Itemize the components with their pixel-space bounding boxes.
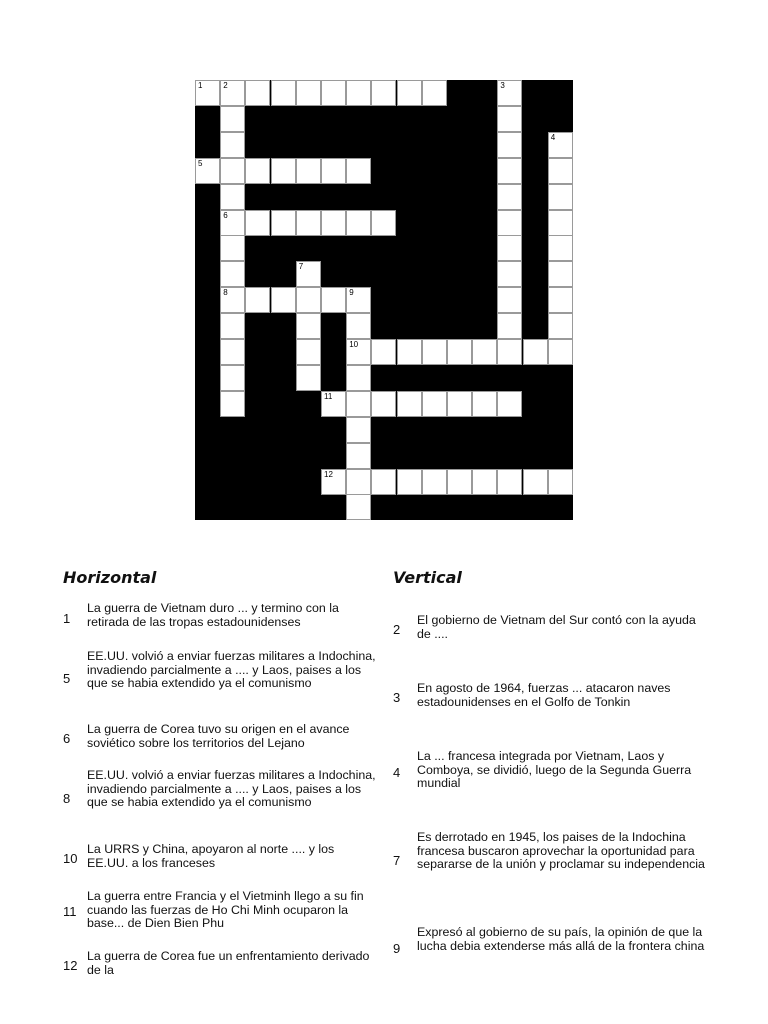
clue-text: El gobierno de Vietnam del Sur contó con la ayuda de .... (417, 613, 696, 641)
crossword-cell[interactable] (447, 391, 472, 417)
crossword-cell[interactable] (422, 391, 447, 417)
crossword-cell[interactable] (371, 210, 396, 236)
crossword-cell[interactable] (296, 365, 321, 391)
crossword-cell[interactable] (321, 469, 346, 495)
horizontal-title: Horizontal (63, 568, 157, 587)
crossword-cell[interactable] (321, 210, 346, 236)
crossword-cell[interactable] (346, 365, 371, 391)
crossword-cell[interactable] (321, 391, 346, 417)
crossword-cell[interactable] (548, 313, 573, 339)
crossword-cell[interactable] (321, 287, 346, 313)
crossword-cell[interactable] (548, 184, 573, 210)
crossword-cell[interactable] (220, 365, 245, 391)
clue-number: 7 (393, 853, 401, 868)
crossword-cell[interactable] (447, 339, 472, 365)
crossword-cell[interactable] (220, 106, 245, 132)
crossword-cell[interactable] (371, 339, 396, 365)
crossword-cell[interactable] (271, 287, 296, 313)
clue-number: 6 (63, 731, 71, 746)
clue-number: 12 (63, 958, 78, 973)
clue-text: En agosto de 1964, fuerzas ... atacaron naves estadounidenses en el Golfo de Tonkin (417, 681, 671, 709)
crossword-cell[interactable] (371, 391, 396, 417)
crossword-cell[interactable] (497, 80, 522, 106)
cell-number: 10 (349, 340, 359, 349)
crossword-cell[interactable] (548, 158, 573, 184)
crossword-cell[interactable] (346, 469, 371, 495)
clue-text: La ... francesa integrada por Vietnam, Laos y Comboya, se dividió, luego de la Segunda Guerra mundial (417, 749, 692, 790)
crossword-cell[interactable] (346, 313, 371, 339)
crossword-cell[interactable] (497, 261, 522, 287)
crossword-cell[interactable] (245, 287, 270, 313)
crossword-cell[interactable] (245, 210, 270, 236)
crossword-cell[interactable] (346, 391, 371, 417)
crossword-cell[interactable] (497, 106, 522, 132)
crossword-cell[interactable] (195, 158, 220, 184)
crossword-cell[interactable] (220, 210, 245, 236)
clue-text: La guerra entre Francia y el Vietminh llego a su fin cuando las fuerzas de Ho Chi Minh ocuparon la base... de Dien Bien Phu (87, 889, 364, 930)
crossword-cell[interactable] (220, 339, 245, 365)
crossword-cell[interactable] (296, 80, 321, 106)
crossword-cell[interactable] (548, 210, 573, 236)
cell-number: 4 (550, 132, 556, 142)
crossword-cell[interactable] (346, 494, 371, 520)
crossword-cell[interactable] (497, 339, 522, 365)
crossword-cell[interactable] (220, 391, 245, 417)
crossword-cell[interactable] (548, 132, 573, 158)
crossword-cell[interactable] (548, 339, 573, 365)
crossword-cell[interactable] (472, 339, 497, 365)
crossword-cell[interactable] (497, 469, 522, 495)
crossword-cell[interactable] (271, 158, 296, 184)
crossword-cell[interactable] (523, 469, 548, 495)
crossword-cell[interactable] (472, 469, 497, 495)
crossword-cell[interactable] (220, 235, 245, 261)
clue-number: 8 (63, 791, 71, 806)
crossword-cell[interactable] (346, 158, 371, 184)
crossword-cell[interactable] (447, 469, 472, 495)
crossword-cell[interactable] (296, 261, 321, 287)
clue-text: Expresó al gobierno de su país, la opinión de que la lucha debia extenderse más allá de la frontera china (417, 925, 705, 953)
crossword-cell[interactable] (497, 210, 522, 236)
clue-number: 9 (393, 941, 401, 956)
crossword-cell[interactable] (497, 313, 522, 339)
clue-number: 2 (393, 622, 401, 637)
crossword-cell[interactable] (497, 184, 522, 210)
cell-number: 1 (198, 81, 203, 90)
crossword-cell[interactable] (548, 287, 573, 313)
crossword-cell[interactable] (397, 339, 422, 365)
clue-text: Es derrotado en 1945, los paises de la Indochina francesa buscaron aprovechar la oportunidad para separarse de la unión y proclamar su independencia (417, 830, 705, 871)
clue-number: 4 (393, 765, 401, 780)
crossword-grid (195, 80, 573, 520)
crossword-cell[interactable] (220, 158, 245, 184)
crossword-cell[interactable] (296, 313, 321, 339)
crossword-cell[interactable] (220, 261, 245, 287)
clue-number: 1 (63, 611, 71, 626)
crossword-cell[interactable] (321, 80, 346, 106)
crossword-cell[interactable] (296, 210, 321, 236)
clue-text: EE.UU. volvió a enviar fuerzas militares a Indochina, invadiendo parcialmente a .... y Laos, paises a los que se habia extendido ya el comunismo (87, 768, 376, 809)
cell-number: 6 (223, 210, 228, 220)
crossword-cell[interactable] (195, 80, 220, 106)
cell-number: 5 (198, 158, 203, 168)
crossword-cell[interactable] (497, 287, 522, 313)
crossword-cell[interactable] (523, 339, 548, 365)
clue-text: La URRS y China, apoyaron al norte .... y los EE.UU. a los franceses (87, 842, 335, 870)
crossword-cell[interactable] (220, 132, 245, 158)
clue-text: La guerra de Vietnam duro ... y termino con la retirada de las tropas estadounidenses (87, 601, 339, 629)
crossword-cell[interactable] (346, 287, 371, 313)
vertical-title: Vertical (393, 568, 462, 587)
crossword-cell[interactable] (371, 80, 396, 106)
crossword-cell[interactable] (497, 391, 522, 417)
crossword-cell[interactable] (371, 469, 396, 495)
crossword-cell[interactable] (346, 417, 371, 443)
crossword-cell[interactable] (548, 261, 573, 287)
crossword-cell[interactable] (548, 469, 573, 495)
crossword-cell[interactable] (497, 132, 522, 158)
clue-number: 11 (63, 904, 77, 919)
crossword-cell[interactable] (497, 235, 522, 261)
crossword-cell[interactable] (220, 80, 245, 106)
crossword-cell[interactable] (296, 158, 321, 184)
crossword-cell[interactable] (296, 287, 321, 313)
cell-number: 2 (223, 81, 228, 90)
cell-number: 3 (500, 81, 505, 90)
clue-text: La guerra de Corea tuvo su origen en el avance soviético sobre los territorios del Lejano (87, 722, 350, 750)
crossword-cell[interactable] (472, 391, 497, 417)
crossword-cell[interactable] (422, 80, 447, 106)
crossword-cell[interactable] (271, 210, 296, 236)
crossword-cell[interactable] (346, 80, 371, 106)
crossword-cell[interactable] (497, 158, 522, 184)
cell-number: 9 (349, 288, 354, 298)
crossword-cell[interactable] (346, 339, 371, 365)
crossword-cell[interactable] (220, 313, 245, 339)
cell-number: 11 (324, 391, 333, 401)
cell-number: 8 (223, 288, 228, 298)
clue-number: 3 (393, 690, 401, 705)
crossword-cell[interactable] (397, 469, 422, 495)
cell-number: 7 (298, 262, 304, 272)
crossword-cell[interactable] (422, 339, 447, 365)
crossword-cell[interactable] (245, 80, 270, 106)
crossword-cell[interactable] (397, 80, 422, 106)
crossword-cell[interactable] (548, 235, 573, 261)
clue-number: 5 (63, 671, 71, 686)
crossword-cell[interactable] (245, 158, 270, 184)
crossword-cell[interactable] (220, 184, 245, 210)
crossword-cell[interactable] (220, 287, 245, 313)
crossword-cell[interactable] (422, 469, 447, 495)
crossword-cell[interactable] (346, 443, 371, 469)
clue-text: EE.UU. volvió a enviar fuerzas militares a Indochina, invadiendo parcialmente a .... y Laos, paises a los que se habia extendido ya el comunismo (87, 649, 376, 690)
crossword-cell[interactable] (346, 210, 371, 236)
crossword-cell[interactable] (271, 80, 296, 106)
crossword-cell[interactable] (321, 158, 346, 184)
crossword-cell[interactable] (397, 391, 422, 417)
clue-text: La guerra de Corea fue un enfrentamiento derivado de la (87, 949, 370, 977)
crossword-cell[interactable] (296, 339, 321, 365)
clue-number: 10 (63, 851, 78, 866)
cell-number: 12 (324, 469, 333, 479)
